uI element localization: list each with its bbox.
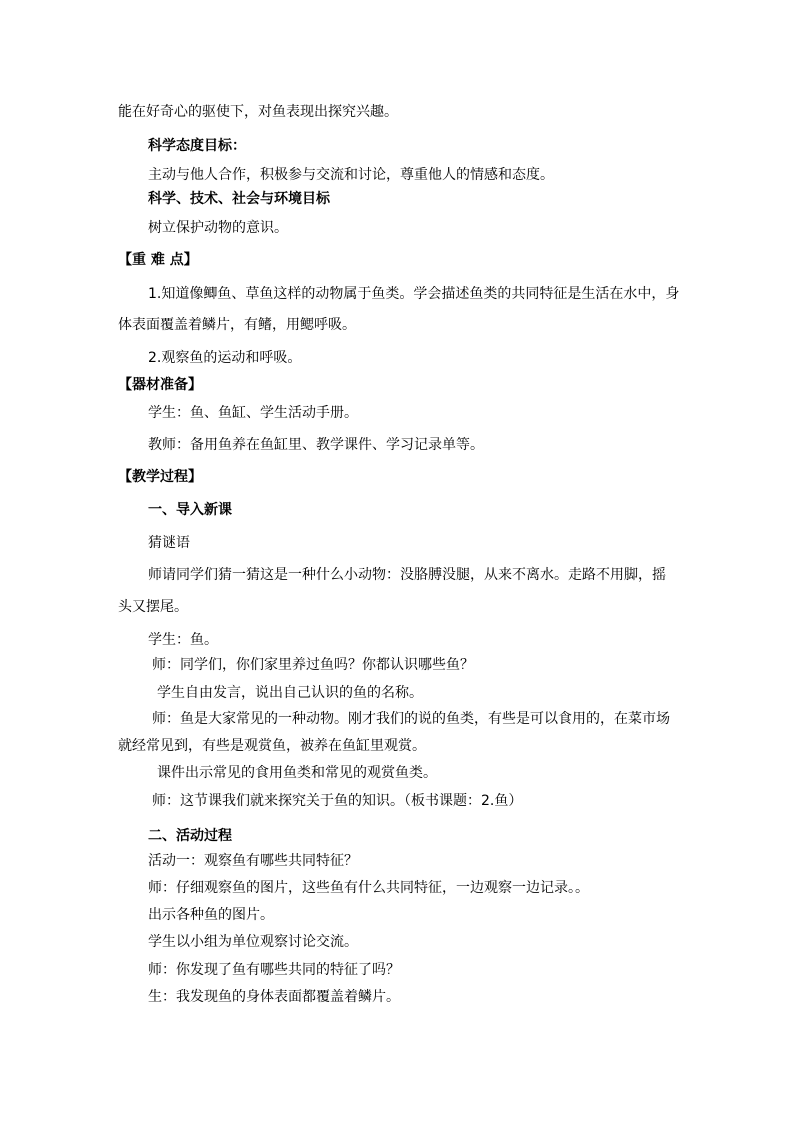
bracket-heading: 【教学过程】 [118, 469, 202, 485]
paragraph-line: 教师：备用鱼养在鱼缸里、教学课件、学习记录单等。 [148, 437, 484, 453]
paragraph-line: 师：你发现了鱼有哪些共同的特征了吗？ [148, 962, 400, 978]
paragraph-line: 师：鱼是大家常见的一种动物。刚才我们的说的鱼类，有些是可以食用的，在菜市场 [152, 711, 670, 727]
paragraph-line: 活动一：观察鱼有哪些共同特征？ [148, 853, 358, 869]
paragraph-line: 主动与他人合作，积极参与交流和讨论，尊重他人的情感和态度。 [148, 167, 554, 183]
paragraph-line: 2.观察鱼的运动和呼吸。 [148, 350, 302, 366]
paragraph-line: 师：这节课我们就来探究关于鱼的知识。（板书课题：2.鱼） [152, 793, 523, 809]
paragraph-line: 就经常见到，有些是观赏鱼，被养在鱼缸里观赏。 [118, 738, 426, 754]
paragraph-line: 课件出示常见的食用鱼类和常见的观赏鱼类。 [157, 765, 437, 781]
paragraph-line: 1.知道像鲫鱼、草鱼这样的动物属于鱼类。学会描述鱼类的共同特征是生活在水中，身 [148, 286, 680, 302]
paragraph-line: 能在好奇心的驱使下，对鱼表现出探究兴趣。 [118, 104, 398, 120]
section-heading: 二、活动过程 [148, 828, 232, 844]
paragraph-line: 生：我发现鱼的身体表面都覆盖着鳞片。 [148, 989, 400, 1005]
paragraph-line: 学生自由发言，说出自己认识的鱼的名称。 [157, 685, 423, 701]
paragraph-line: 师：同学们，你们家里养过鱼吗？你都认识哪些鱼？ [152, 657, 474, 673]
paragraph-line: 树立保护动物的意识。 [148, 220, 288, 236]
paragraph-line: 体表面覆盖着鳞片，有鳍，用鳃呼吸。 [118, 317, 356, 333]
section-heading: 一、导入新课 [148, 502, 232, 518]
paragraph-line: 头又摆尾。 [118, 599, 188, 615]
bracket-heading: 【重 难 点】 [118, 252, 198, 268]
paragraph-line: 师：仔细观察鱼的图片，这些鱼有什么共同特征，一边观察一边记录。。 [148, 880, 589, 896]
section-heading: 科学态度目标： [148, 138, 246, 154]
bracket-heading: 【器材准备】 [118, 377, 202, 393]
paragraph-line: 猜谜语 [148, 535, 190, 551]
paragraph-line: 学生：鱼。 [148, 632, 218, 648]
paragraph-line: 出示各种鱼的图片。 [148, 907, 274, 923]
section-heading: 科学、技术、社会与环境目标 [148, 191, 330, 207]
paragraph-line: 师请同学们猜一猜这是一种什么小动物：没胳膊没腿，从来不离水。走路不用脚，摇 [148, 567, 666, 583]
paragraph-line: 学生以小组为单位观察讨论交流。 [148, 934, 358, 950]
paragraph-line: 学生：鱼、鱼缸、学生活动手册。 [148, 405, 358, 421]
